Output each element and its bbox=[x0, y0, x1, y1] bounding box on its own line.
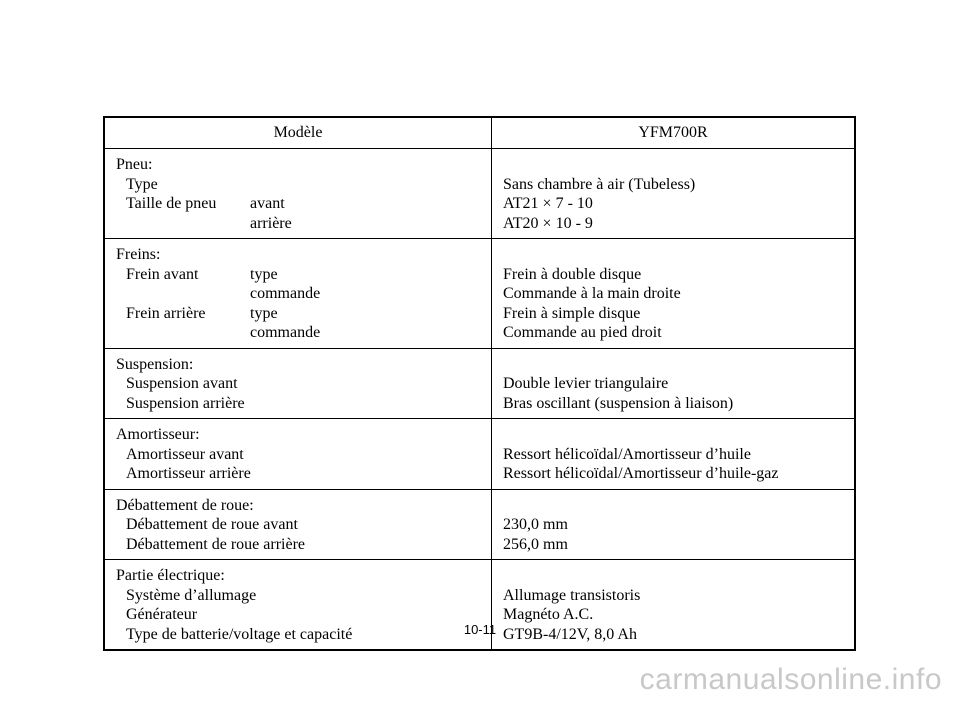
travel-row bbox=[104, 489, 855, 560]
travel-rear-value: 256,0 mm bbox=[503, 535, 568, 553]
ignition-value: Allumage transistoris bbox=[503, 586, 641, 604]
suspension-rear-value: Bras oscillant (suspension à liaison) bbox=[503, 394, 734, 412]
brakes-row bbox=[104, 239, 855, 349]
generator-label: Générateur bbox=[126, 606, 198, 623]
travel-rear-label: Débattement de roue arrière bbox=[126, 535, 306, 553]
tire-rear-value: AT20 × 10 - 9 bbox=[503, 214, 593, 232]
tire-size-label: Taille de pneu bbox=[126, 195, 217, 212]
rear-brake-type-value: Frein à simple disque bbox=[503, 304, 641, 322]
tire-type-value: Sans chambre à air (Tubeless) bbox=[503, 175, 696, 193]
shock-rear-label: Amortisseur arrière bbox=[126, 465, 251, 482]
shock-row bbox=[104, 419, 855, 490]
shock-rear-value: Ressort hélicoïdal/Amortisseur d’huile-gaz bbox=[503, 465, 779, 482]
model-label: Modèle bbox=[104, 117, 492, 149]
travel-title: Débattement de roue: bbox=[116, 496, 254, 514]
front-brake-type-value: Frein à double disque bbox=[503, 265, 642, 283]
travel-front-label: Débattement de roue avant bbox=[126, 516, 298, 533]
front-brake-label: Frein avant bbox=[126, 265, 199, 283]
suspension-front-value: Double levier triangulaire bbox=[503, 375, 669, 392]
front-brake-control-value: Commande à la main droite bbox=[503, 285, 681, 302]
front-brake-type-label: type bbox=[250, 265, 278, 283]
rear-brake-type-label: type bbox=[250, 304, 278, 322]
suspension-rear-label: Suspension arrière bbox=[126, 394, 245, 412]
generator-value: Magnéto A.C. bbox=[503, 606, 594, 623]
brakes-title: Freins: bbox=[116, 246, 161, 263]
suspension-front-label: Suspension avant bbox=[126, 375, 238, 392]
page-number: 10-11 bbox=[463, 622, 497, 637]
tire-front-value: AT21 × 7 - 10 bbox=[503, 195, 593, 212]
ignition-label: Système d’allumage bbox=[126, 586, 257, 604]
electrical-title: Partie électrique: bbox=[116, 567, 225, 584]
tires-row bbox=[104, 149, 855, 239]
shock-front-value: Ressort hélicoïdal/Amortisseur d’huile bbox=[503, 445, 751, 463]
front-brake-control-label: commande bbox=[250, 285, 321, 302]
rear-brake-control-value: Commande au pied droit bbox=[503, 324, 662, 341]
tire-rear-label: arrière bbox=[250, 214, 292, 232]
rear-brake-label: Frein arrière bbox=[126, 304, 206, 322]
suspension-title: Suspension: bbox=[116, 355, 194, 373]
tire-front-label: avant bbox=[250, 195, 285, 212]
watermark: carmanualsonline.info bbox=[639, 663, 942, 696]
rear-brake-control-label: commande bbox=[250, 324, 321, 341]
tire-type-label: Type bbox=[126, 175, 158, 193]
battery-label: Type de batterie/voltage et capacité bbox=[126, 625, 353, 643]
spec-table bbox=[103, 116, 856, 651]
battery-value: GT9B-4/12V, 8,0 Ah bbox=[503, 625, 637, 643]
model-value: YFM700R bbox=[638, 124, 708, 142]
table-header-row bbox=[104, 117, 855, 149]
shock-front-label: Amortisseur avant bbox=[126, 445, 244, 463]
suspension-row bbox=[104, 348, 855, 419]
travel-front-value: 230,0 mm bbox=[503, 516, 568, 533]
tires-title: Pneu: bbox=[116, 156, 153, 173]
shock-title: Amortisseur: bbox=[116, 426, 200, 443]
